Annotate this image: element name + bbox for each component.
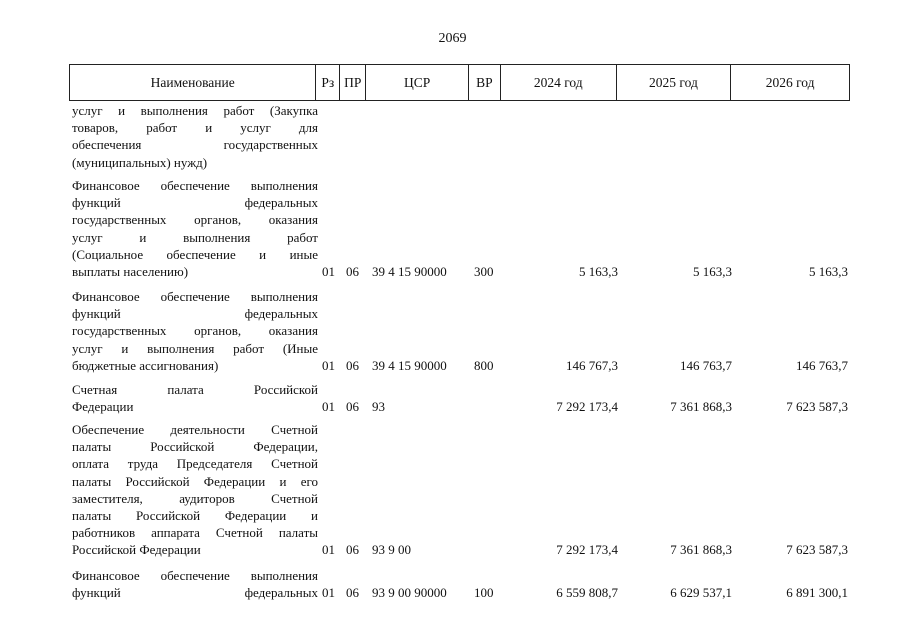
row-name-line: палаты Российской Федерации и: [72, 507, 318, 523]
row-name-line: Обеспечение деятельности Счетной: [72, 422, 318, 437]
row-name-line: функций федеральных: [72, 195, 318, 211]
header-vr: ВР: [469, 65, 501, 100]
header-2026: 2026 год: [765, 74, 815, 90]
row-csr: 39 4 15 90000: [372, 358, 447, 373]
row-name: [72, 381, 318, 415]
row-name-line: бюджетные ассигнования): [72, 357, 219, 373]
row-2025: 5 163,3: [693, 264, 732, 279]
row-name-line: услуг и выполнения работ: [72, 229, 318, 245]
row-name-line: (муниципальных) нужд): [72, 154, 208, 170]
row-name-line: выплаты населению): [72, 263, 189, 279]
row-2024: 146 767,3: [566, 358, 618, 373]
header-2025: 2025 год: [617, 65, 732, 100]
row-csr: 93: [372, 399, 385, 414]
row-2026: 6 891 300,1: [786, 585, 848, 600]
row-2025: 146 763,7: [680, 358, 732, 373]
row-rz: 01: [322, 399, 335, 414]
row-rz: 01: [322, 585, 335, 600]
row-2025: 7 361 868,3: [670, 399, 732, 414]
row-name-line: оплата труда Председателя Счетной: [72, 456, 318, 472]
row-rz: 01: [322, 542, 335, 557]
row-name-line: товаров, работ и услуг для: [72, 120, 318, 136]
row-name-line: палаты Российской Федерации и его: [72, 473, 318, 489]
row-name-line: функций федеральных: [72, 585, 318, 601]
row-vr: 300: [474, 264, 494, 279]
header-2024: 2024 год: [501, 65, 617, 100]
row-name-line: Федерации: [72, 399, 134, 415]
header-pr: ПР: [340, 65, 366, 100]
row-name-line: государственных органов, оказания: [72, 212, 318, 228]
row-name-line: услуг и выполнения работ (Закупка: [72, 103, 318, 118]
row-name-line: работников аппарата Счетной палаты: [72, 525, 318, 541]
row-name-line: услуг и выполнения работ (Иные: [72, 340, 318, 356]
row-name: [72, 421, 318, 559]
row-2026: 5 163,3: [809, 264, 848, 279]
row-name: [72, 177, 318, 280]
row-pr: 06: [346, 264, 359, 279]
row-csr: 39 4 15 90000: [372, 264, 447, 279]
row-2024: 7 292 173,4: [556, 542, 618, 557]
row-name-line: палаты Российской Федерации,: [72, 439, 318, 455]
row-name-line: Счетная палата Российской: [72, 382, 318, 397]
row-2025: 6 629 537,1: [670, 585, 732, 600]
row-2026: 7 623 587,3: [786, 542, 848, 557]
row-name: [72, 102, 318, 171]
row-pr: 06: [346, 358, 359, 373]
row-pr: 06: [346, 585, 359, 600]
row-name-line: функций федеральных: [72, 306, 318, 322]
row-2024: 7 292 173,4: [556, 399, 618, 414]
row-name-line: обеспечения государственных: [72, 137, 318, 153]
row-csr: 93 9 00 90000: [372, 585, 447, 600]
header-name: Наименование: [70, 65, 316, 100]
row-rz: 01: [322, 264, 335, 279]
row-name-line: Российской Федерации: [72, 542, 201, 558]
row-pr: 06: [346, 542, 359, 557]
row-name-line: заместителя, аудиторов Счетной: [72, 490, 318, 506]
row-pr: 06: [346, 399, 359, 414]
row-2025: 7 361 868,3: [670, 542, 732, 557]
row-2024: 6 559 808,7: [556, 585, 618, 600]
header-rz: Рз: [316, 65, 340, 100]
row-rz: 01: [322, 358, 335, 373]
row-name-line: государственных органов, оказания: [72, 323, 318, 339]
row-vr: 100: [474, 585, 494, 600]
row-name-line: (Социальное обеспечение и иные: [72, 246, 318, 262]
header-csr: ЦСР: [366, 65, 469, 100]
row-2026: 7 623 587,3: [786, 399, 848, 414]
row-name: [72, 567, 318, 601]
row-2024: 5 163,3: [579, 264, 618, 279]
row-vr: 800: [474, 358, 494, 373]
row-name-line: Финансовое обеспечение выполнения: [72, 178, 318, 193]
row-2026: 146 763,7: [796, 358, 848, 373]
row-csr: 93 9 00: [372, 542, 411, 557]
row-name-line: Финансовое обеспечение выполнения: [72, 568, 318, 583]
row-name-line: Финансовое обеспечение выполнения: [72, 289, 318, 304]
page-number: 2069: [438, 31, 467, 46]
row-name: [72, 288, 318, 374]
